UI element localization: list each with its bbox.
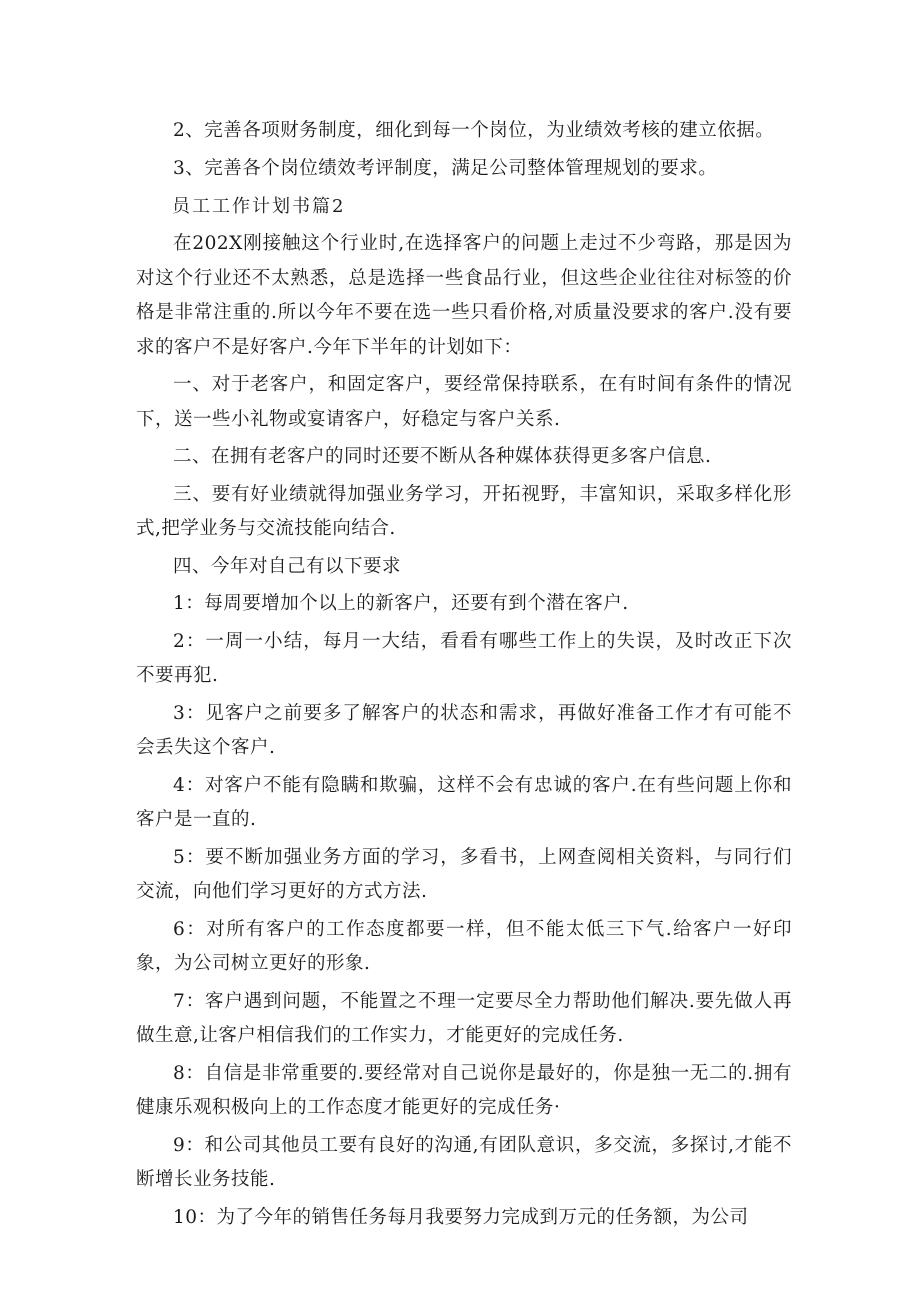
paragraph: 在202X刚接触这个行业时,在选择客户的问题上走过不少弯路，那是因为对这个行业还不太熟悉，总是选择一些食品行业，但这些企业往往对标签的价格是非常注重的.所以今年不要在选一些只看价格,对质量没要求的客户.没有要求的客户不是好客户.今年下半年的计划如下： bbox=[136, 233, 792, 358]
list-item: 7：客户遇到问题，不能置之不理一定要尽全力帮助他们解决.要先做人再做生意,让客户相信我们的工作实力，才能更好的完成任务. bbox=[136, 990, 792, 1046]
list-item: 6：对所有客户的工作态度都要一样，但不能太低三下气.给客户一好印象，为公司树立更好的形象. bbox=[136, 918, 792, 974]
list-item: 2：一周一小结，每月一大结，看看有哪些工作上的失误，及时改正下次不要再犯. bbox=[136, 630, 792, 686]
list-item: 5：要不断加强业务方面的学习，多看书，上网查阅相关资料，与同行们交流，向他们学习更好的方式方法. bbox=[136, 846, 792, 902]
list-item: 1：每周要增加个以上的新客户，还要有到个潜在客户. bbox=[173, 593, 629, 614]
section-heading: 员工工作计划书篇2 bbox=[172, 196, 346, 217]
paragraph: 一、对于老客户，和固定客户，要经常保持联系，在有时间有条件的情况下，送一些小礼物或宴请客户，好稳定与客户关系. bbox=[136, 374, 792, 430]
list-item: 9：和公司其他员工要有良好的沟通,有团队意识，多交流，多探讨,才能不断增长业务技能. bbox=[136, 1134, 792, 1190]
list-item: 8：自信是非常重要的.要经常对自己说你是最好的，你是独一无二的.拥有健康乐观积极向上的工作态度才能更好的完成任务· bbox=[136, 1062, 792, 1118]
document-body bbox=[136, 114, 792, 1235]
paragraph: 三、要有好业绩就得加强业务学习，开拓视野，丰富知识，采取多样化形式,把学业务与交流技能向结合. bbox=[136, 483, 792, 539]
list-item: 3：见客户之前要多了解客户的状态和需求，再做好准备工作才有可能不会丢失这个客户. bbox=[136, 702, 792, 758]
paragraph: 2、完善各项财务制度，细化到每一个岗位，为业绩效考核的建立依据。 bbox=[173, 120, 775, 141]
list-item: 4：对客户不能有隐瞒和欺骗，这样不会有忠诚的客户.在有些问题上你和客户是一直的. bbox=[136, 774, 792, 830]
list-item: 10：为了今年的销售任务每月我要努力完成到万元的任务额，为公司 bbox=[173, 1206, 749, 1228]
paragraph: 3、完善各个岗位绩效考评制度，满足公司整体管理规划的要求。 bbox=[173, 157, 718, 179]
paragraph: 四、今年对自己有以下要求 bbox=[173, 555, 402, 577]
paragraph: 二、在拥有老客户的同时还要不断从各种媒体获得更多客户信息. bbox=[173, 446, 712, 467]
